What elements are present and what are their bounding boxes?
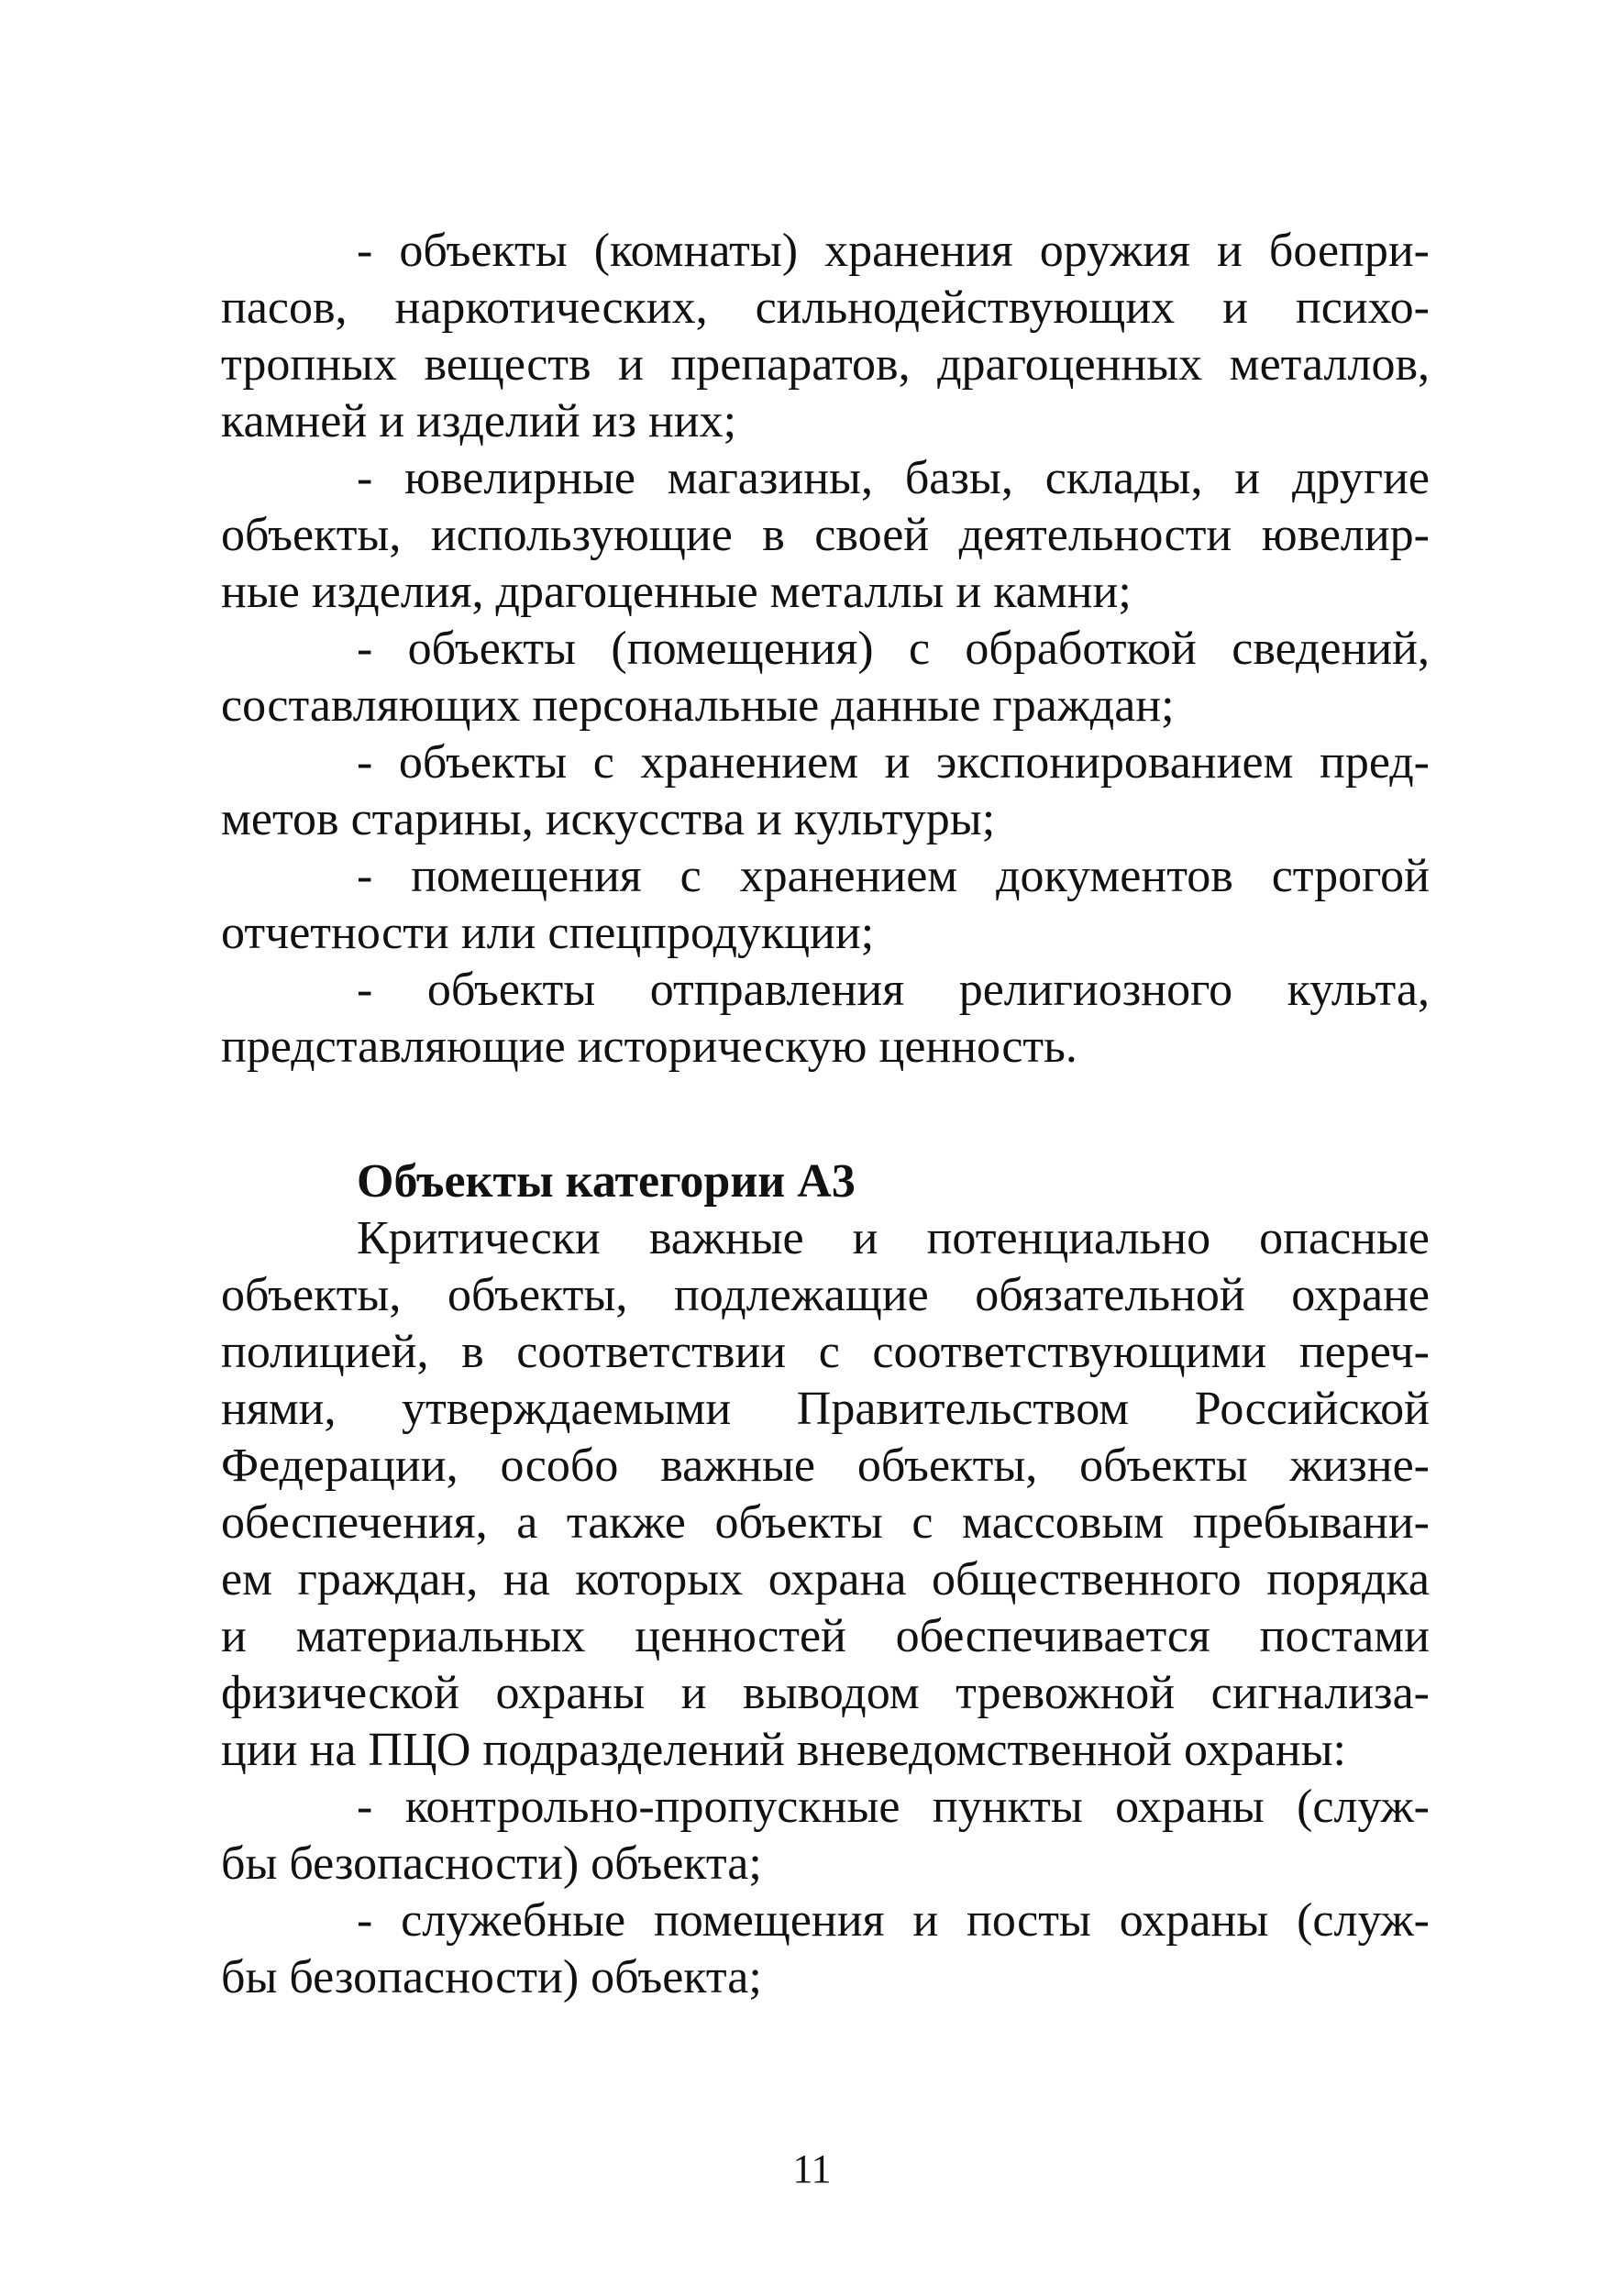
text-line: - служебные помещения и посты охраны (служ- bbox=[357, 1894, 1430, 1947]
text-line: - контрольно-пропускные пункты охраны (служ- bbox=[357, 1781, 1430, 1833]
text-line: бы безопасности) объекта; bbox=[221, 1837, 762, 1890]
list-item bbox=[221, 962, 1430, 1076]
text-line: ные изделия, драгоценные металлы и камни; bbox=[221, 566, 1132, 618]
text-line: - ювелирные магазины, базы, склады, и другие bbox=[357, 452, 1430, 504]
text-line: тропных веществ и препаратов, драгоценных металлов, bbox=[221, 338, 1430, 391]
text-line: пасов, наркотических, сильнодействующих и психо- bbox=[221, 281, 1430, 334]
section-a3 bbox=[221, 1153, 1430, 2006]
text-line: бы безопасности) объекта; bbox=[221, 1951, 762, 2003]
text-line: - объекты отправления религиозного культа, bbox=[357, 964, 1430, 1016]
text-line: ции на ПЦО подразделений вневедомственной охраны: bbox=[221, 1724, 1346, 1776]
text-line: объекты, объекты, подлежащие обязательной охране bbox=[221, 1269, 1430, 1321]
text-line: полицией, в соответствии с соответствующими переч- bbox=[221, 1326, 1430, 1378]
text-line: - объекты (помещения) с обработкой сведений, bbox=[357, 623, 1430, 675]
section-paragraph bbox=[221, 1210, 1430, 1779]
text-line: физической охраны и выводом тревожной сигнализа- bbox=[221, 1667, 1430, 1719]
text-line: нями, утверждаемыми Правительством Российской bbox=[221, 1383, 1430, 1435]
text-line: - объекты с хранением и экспонированием пред- bbox=[357, 736, 1430, 789]
top-list bbox=[221, 223, 1430, 1076]
text-line: - объекты (комнаты) хранения оружия и боепри- bbox=[357, 225, 1430, 277]
text-line: отчетности или спецпродукции; bbox=[221, 907, 875, 959]
list-item bbox=[221, 734, 1430, 848]
text-line: Критически важные и потенциально опасные bbox=[357, 1212, 1430, 1264]
section-heading: Объекты категории А3 bbox=[357, 1155, 856, 1208]
text-line: обеспечения, а также объекты с массовым пребывани- bbox=[221, 1496, 1430, 1549]
list-item bbox=[221, 1779, 1430, 1892]
text-line: камней и изделий из них; bbox=[221, 395, 737, 447]
text-line: объекты, использующие в своей деятельности ювелир- bbox=[221, 509, 1430, 561]
list-item bbox=[221, 223, 1430, 450]
text-line: метов старины, искусства и культуры; bbox=[221, 793, 996, 845]
list-item bbox=[221, 1892, 1430, 2006]
text-line: и материальных ценностей обеспечивается постами bbox=[221, 1610, 1430, 1662]
list-item bbox=[221, 621, 1430, 734]
page-number: 11 bbox=[792, 2146, 832, 2191]
text-line: - помещения с хранением документов строгой bbox=[357, 850, 1430, 902]
list-item bbox=[221, 848, 1430, 962]
text-line: представляющие историческую ценность. bbox=[221, 1021, 1077, 1073]
list-item bbox=[221, 450, 1430, 621]
text-line: ем граждан, на которых охрана общественного порядка bbox=[221, 1553, 1430, 1605]
text-line: составляющих персональные данные граждан; bbox=[221, 679, 1175, 732]
text-line: Федерации, особо важные объекты, объекты жизне- bbox=[221, 1440, 1430, 1492]
